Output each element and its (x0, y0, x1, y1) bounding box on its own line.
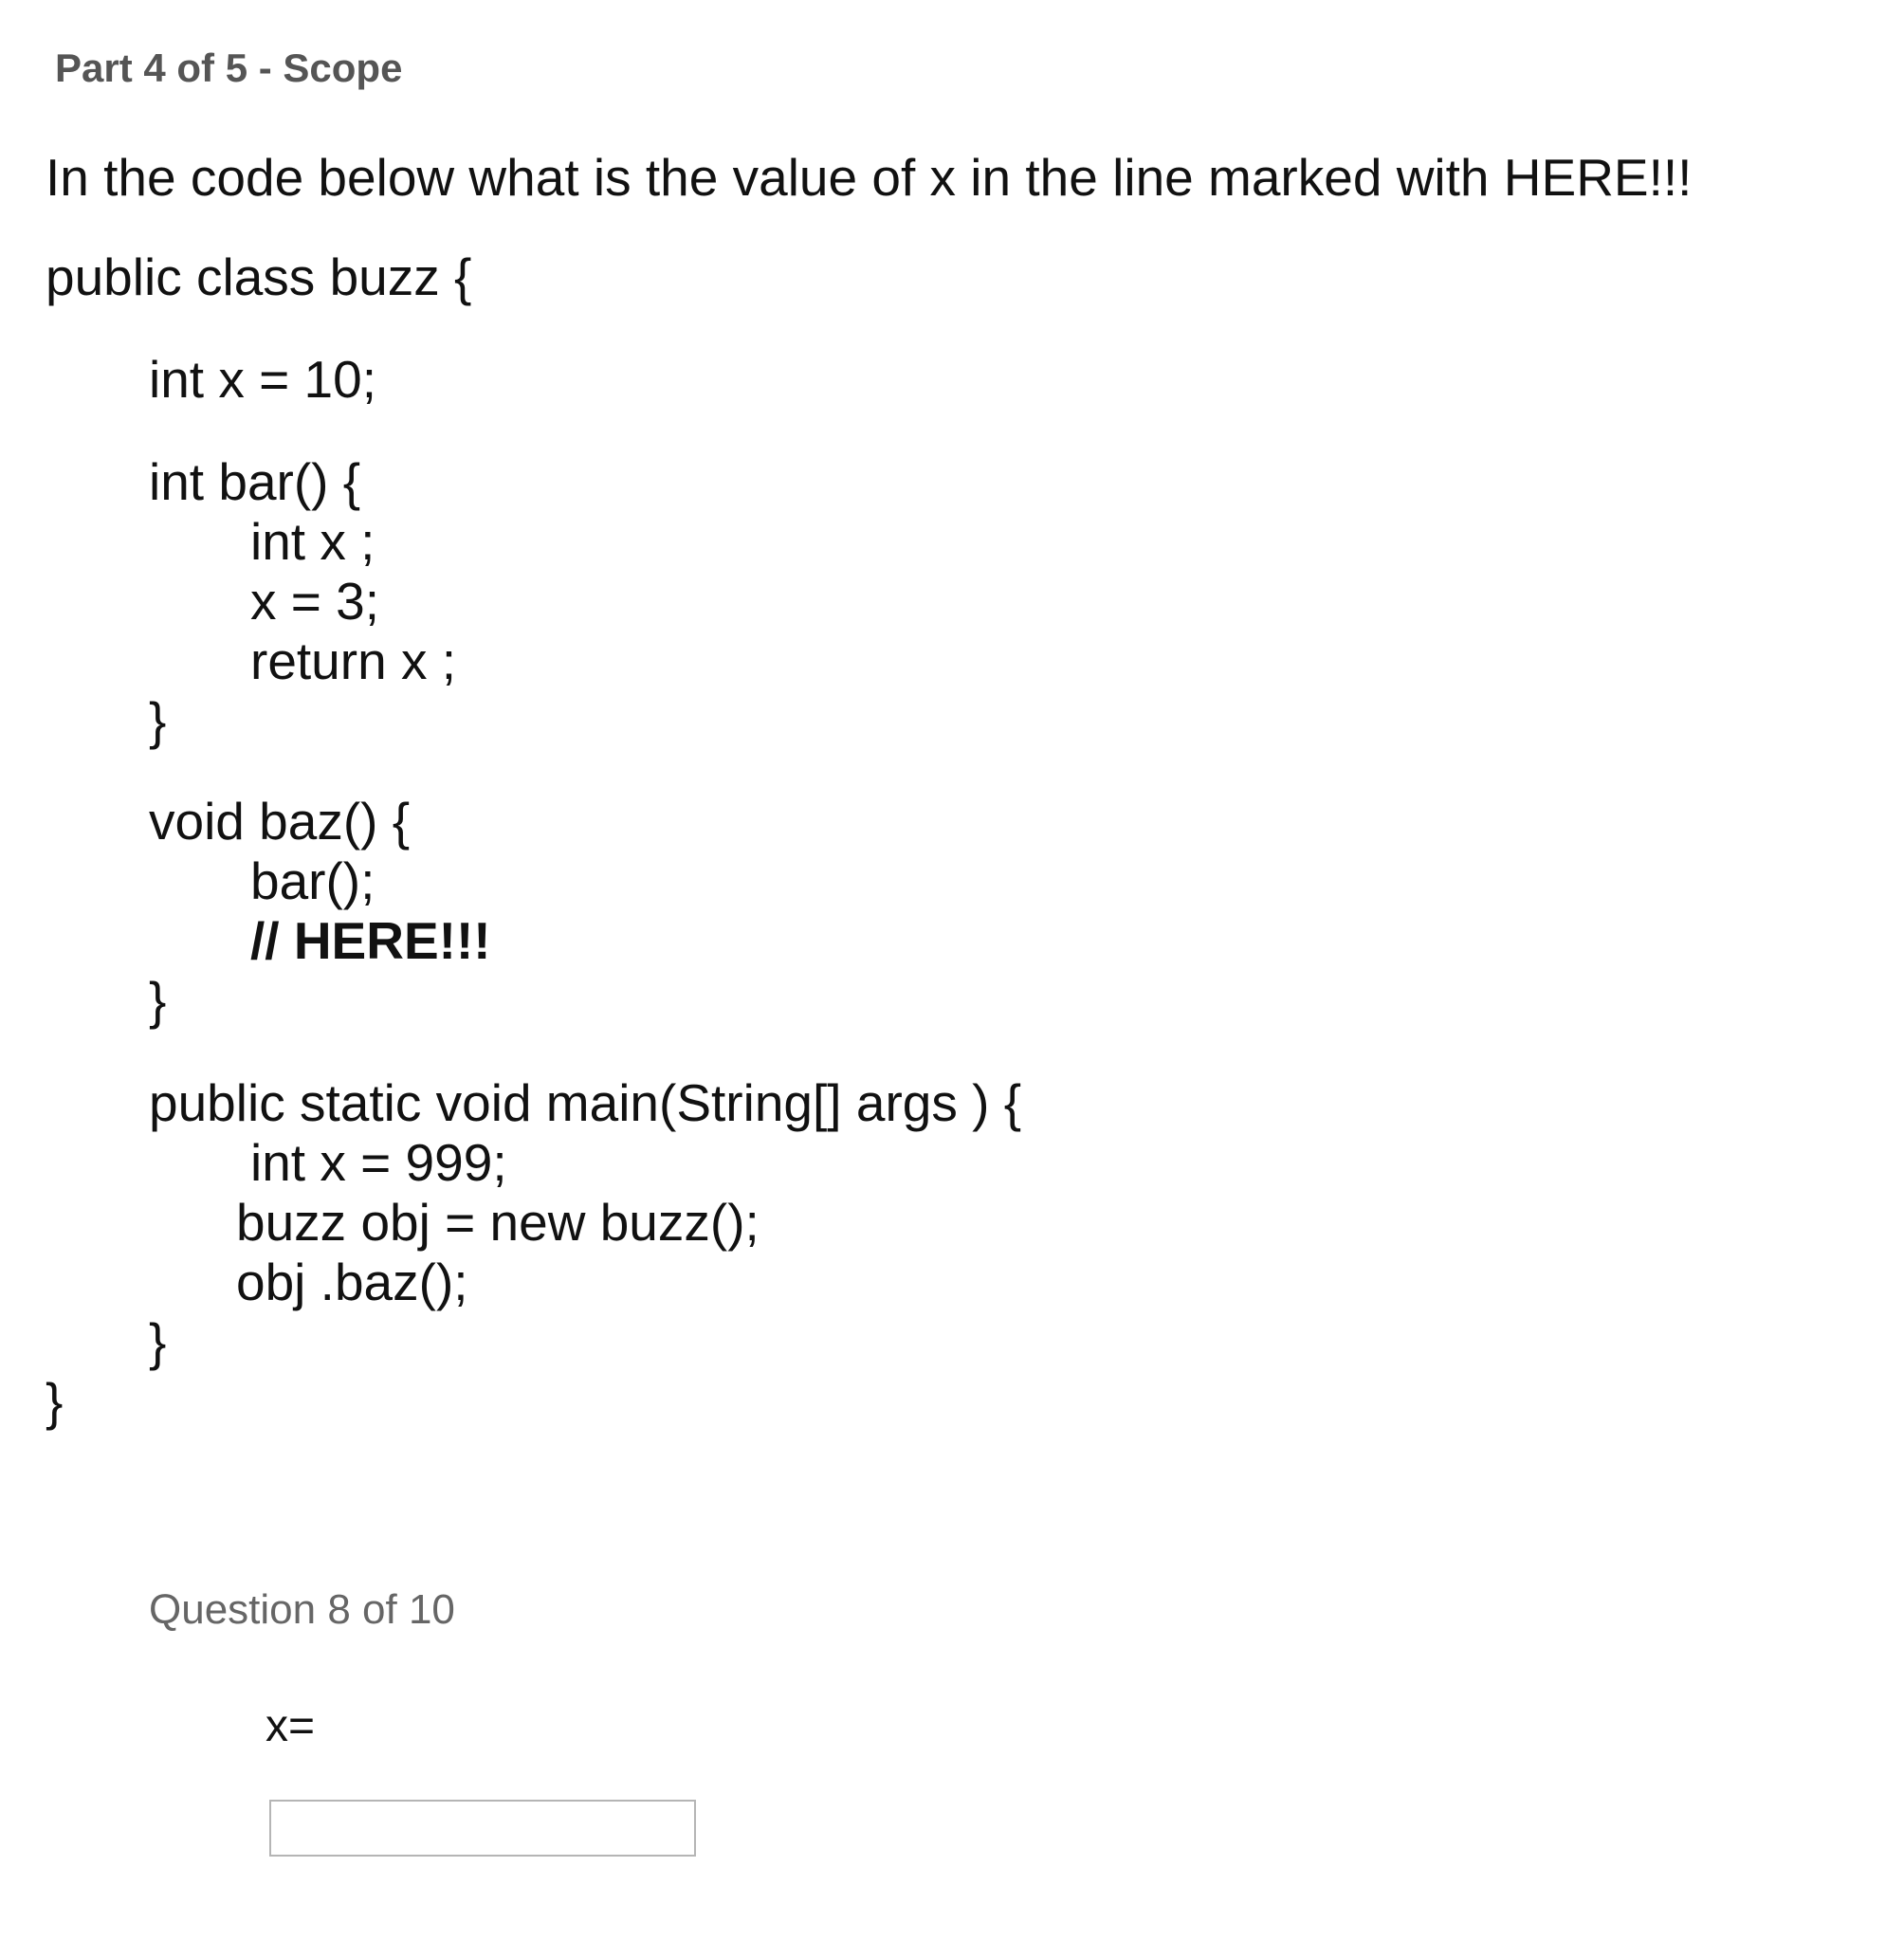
question-counter: Question 8 of 10 (149, 1586, 455, 1633)
code-line-class-close: } (46, 1372, 64, 1431)
code-line-main-close: } (149, 1312, 167, 1371)
code-line-baz-close: } (149, 971, 167, 1030)
code-line-here-marker: // HERE!!! (250, 911, 491, 970)
code-line-baz-declaration: void baz() { (149, 792, 411, 851)
part-title: Part 4 of 5 - Scope (55, 46, 403, 90)
code-line-main-call-baz: obj .baz(); (236, 1253, 468, 1311)
code-line-bar-local-x: int x ; (250, 512, 375, 571)
code-line-field-x: int x = 10; (149, 350, 377, 409)
question-prompt: In the code below what is the value of x in the line marked with HERE!!! (46, 148, 1693, 207)
answer-input[interactable] (269, 1800, 696, 1857)
answer-label: x= (265, 1701, 316, 1751)
code-line-main-declaration: public static void main(String[] args ) { (149, 1073, 1022, 1132)
code-line-class-declaration: public class buzz { (46, 247, 472, 306)
code-line-bar-assign-x: x = 3; (250, 572, 380, 631)
code-line-main-new-obj: buzz obj = new buzz(); (236, 1193, 760, 1252)
code-line-baz-call-bar: bar(); (250, 851, 375, 910)
code-line-bar-declaration: int bar() { (149, 452, 361, 511)
code-line-main-local-x: int x = 999; (250, 1133, 507, 1192)
code-line-bar-return: return x ; (250, 631, 457, 690)
code-line-bar-close: } (149, 691, 167, 750)
